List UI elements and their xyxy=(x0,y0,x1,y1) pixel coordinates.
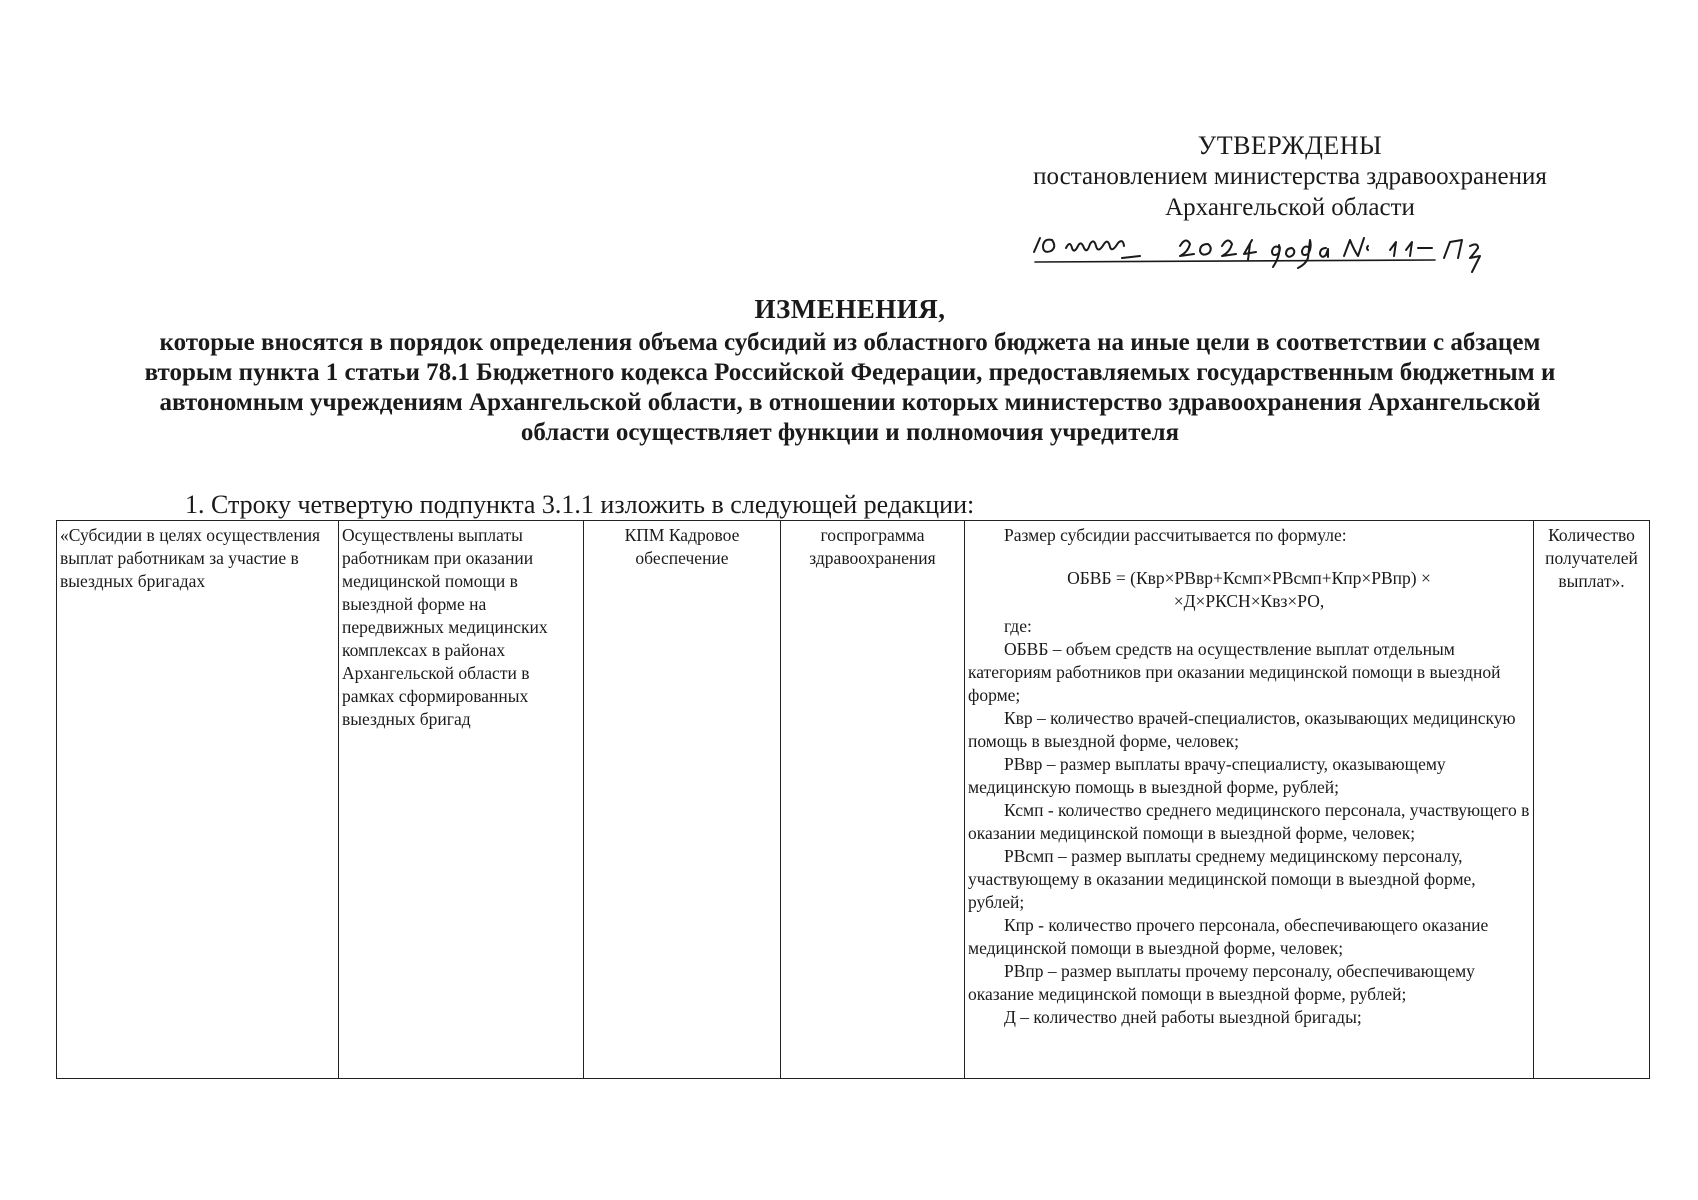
cell-formula xyxy=(965,521,1534,1079)
definition-item: ОБВБ – объем средств на осуществление выплат отдельным категориям работников при оказании медицинской помощи в выездной форме; xyxy=(968,639,1501,705)
document-subtitle: которые вносятся в порядок определения объема субсидий из областного бюджета на иные цели в соответствии с абзацем вторым пункта 1 статьи 78.1 Бюджетного кодекса Российской Федерации, предоставляемых государственным бюджетным и автономным учреждениям Архангельской области, в отношении которых министерство здравоохранения Архангельской области осуществляет функции и полномочия учредителя xyxy=(144,329,1556,446)
formula xyxy=(968,567,1530,613)
approval-line-2: Архангельской области xyxy=(1165,194,1415,221)
definition-item: Д – количество дней работы выездной бригады; xyxy=(1004,1007,1362,1027)
intro-paragraph: 1. Строку четвертую подпункта 3.1.1 изложить в следующей редакции: xyxy=(185,490,975,519)
formula-line-2: ×Д×РКСН×Квз×РО, xyxy=(1173,591,1325,611)
document-title: ИЗМЕНЕНИЯ, xyxy=(754,294,946,324)
cell-result: Осуществлены выплаты работникам при оказании медицинской помощи в выездной форме на передвижных медицинских комплексах в районах Архангельской области в рамках сформированных выездных бригад xyxy=(339,521,584,1079)
amendment-table xyxy=(56,520,1650,1079)
cell-subsidy-name: «Субсидии в целях осуществления выплат работникам за участие в выездных бригадах xyxy=(57,521,339,1079)
table-row xyxy=(57,521,1650,1079)
formula-line-1: ОБВБ = (Квр×РВвр+Ксмп×РВсмп+Кпр×РВпр) × xyxy=(1067,568,1431,588)
definition-item: Ксмп - количество среднего медицинского персонала, участвующего в оказании медицинской помощи в выездной форме, человек; xyxy=(968,800,1530,843)
document-heading xyxy=(60,292,1640,448)
definition-item: РВсмп – размер выплаты среднему медицинскому персоналу, участвующему в оказании медицинской помощи в выездной форме, рублей; xyxy=(968,846,1476,912)
approval-line-1: постановлением министерства здравоохранения xyxy=(1033,163,1547,190)
definition-item: Квр – количество врачей-специалистов, оказывающих медицинскую помощь в выездной форме, человек; xyxy=(968,708,1516,751)
formula-where: где: xyxy=(1004,616,1032,636)
formula-lead: Размер субсидии рассчитывается по формуле: xyxy=(1004,525,1347,545)
cell-program: госпрограмма здравоохранения xyxy=(781,521,965,1079)
definition-item: РВпр – размер выплаты прочему персоналу, обеспечивающему оказание медицинской помощи в выездной форме, рублей; xyxy=(968,961,1475,1004)
handwritten-date-signature xyxy=(1030,232,1550,280)
definition-item: РВвр – размер выплаты врачу-специалисту, оказывающему медицинскую помощь в выездной форме, рублей; xyxy=(968,754,1446,797)
approval-title: УТВЕРЖДЕНЫ xyxy=(1197,131,1383,160)
cell-kpm: КПМ Кадровое обеспечение xyxy=(584,521,781,1079)
approval-block xyxy=(990,130,1590,223)
definition-item: Кпр - количество прочего персонала, обеспечивающего оказание медицинской помощи в выездной форме, человек; xyxy=(968,915,1489,958)
cell-indicator: Количество получателей выплат». xyxy=(1534,521,1650,1079)
